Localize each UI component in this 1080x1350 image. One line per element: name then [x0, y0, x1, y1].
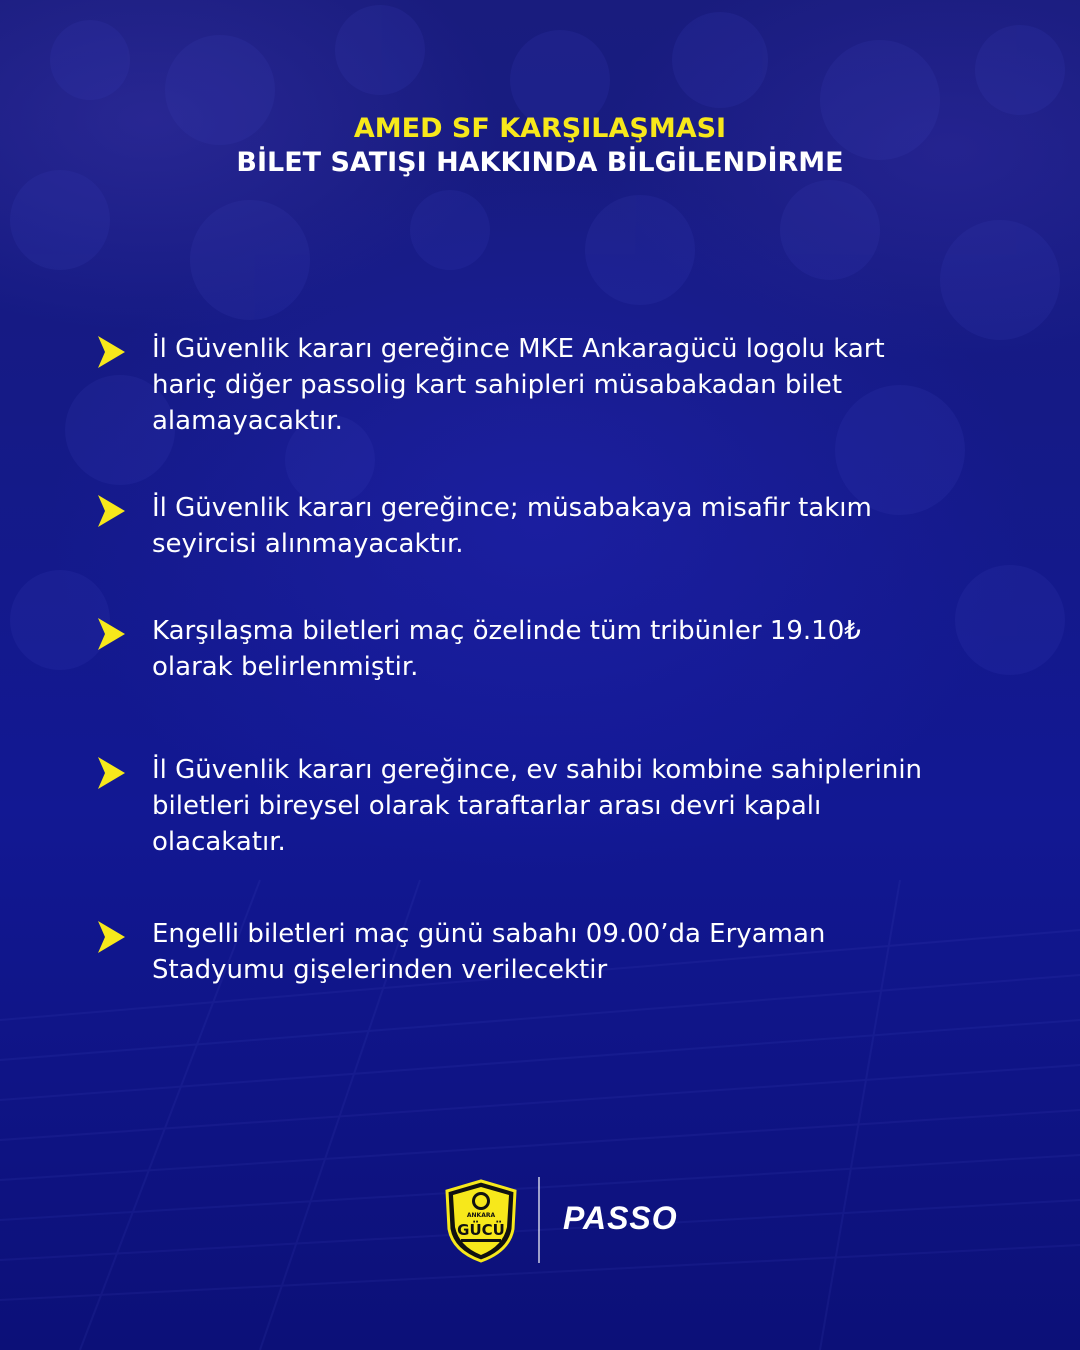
bullet-text — [152, 613, 992, 685]
bullet-text — [152, 916, 992, 988]
bullet-line: alamayacaktır. — [152, 406, 343, 436]
bullet-line: hariç diğer passolig kart sahipleri müsabakadan bilet — [152, 370, 843, 400]
bullet-line: Engelli biletleri maç günü sabahı 09.00’da Eryaman — [152, 919, 826, 949]
bullet-line: seyircisi alınmayacaktır. — [152, 529, 464, 559]
bullet-text — [152, 490, 992, 562]
footer-divider — [538, 1177, 540, 1263]
title-line-1: AMED SF KARŞILAŞMASI — [353, 113, 727, 144]
chevron-right-icon — [96, 335, 126, 369]
bullet-line: olarak belirlenmiştir. — [152, 652, 419, 682]
bullet-line: Karşılaşma biletleri maç özelinde tüm tribünler 19.10₺ — [152, 616, 861, 646]
passo-logo: PASSO — [563, 1200, 678, 1236]
chevron-right-icon — [96, 617, 126, 651]
title-line-2: BİLET SATIŞI HAKKINDA BİLGİLENDİRME — [236, 147, 844, 178]
bullet-line: İl Güvenlik kararı gereğince MKE Ankaragücü logolu kart — [152, 334, 885, 364]
footer — [0, 1175, 1080, 1265]
chevron-right-icon — [96, 920, 126, 954]
ankaragucu-crest-icon — [443, 1179, 519, 1263]
bullet-text — [152, 752, 992, 860]
crest-top-text: ANKARA — [466, 1212, 496, 1219]
bullet-line: olacakatır. — [152, 827, 286, 857]
bullet-line: İl Güvenlik kararı gereğince; müsabakaya misafir takım — [152, 493, 872, 523]
bullet-line: İl Güvenlik kararı gereğince, ev sahibi kombine sahiplerinin — [152, 755, 923, 785]
chevron-right-icon — [96, 756, 126, 790]
bullet-line: biletleri bireysel olarak taraftarlar arası devri kapalı — [152, 791, 822, 821]
header — [0, 112, 1080, 180]
bullet-line: Stadyumu gişelerinden verilecektir — [152, 955, 608, 985]
crest-letters: GÜCÜ — [457, 1221, 505, 1239]
chevron-right-icon — [96, 494, 126, 528]
bullet-text — [152, 331, 992, 439]
